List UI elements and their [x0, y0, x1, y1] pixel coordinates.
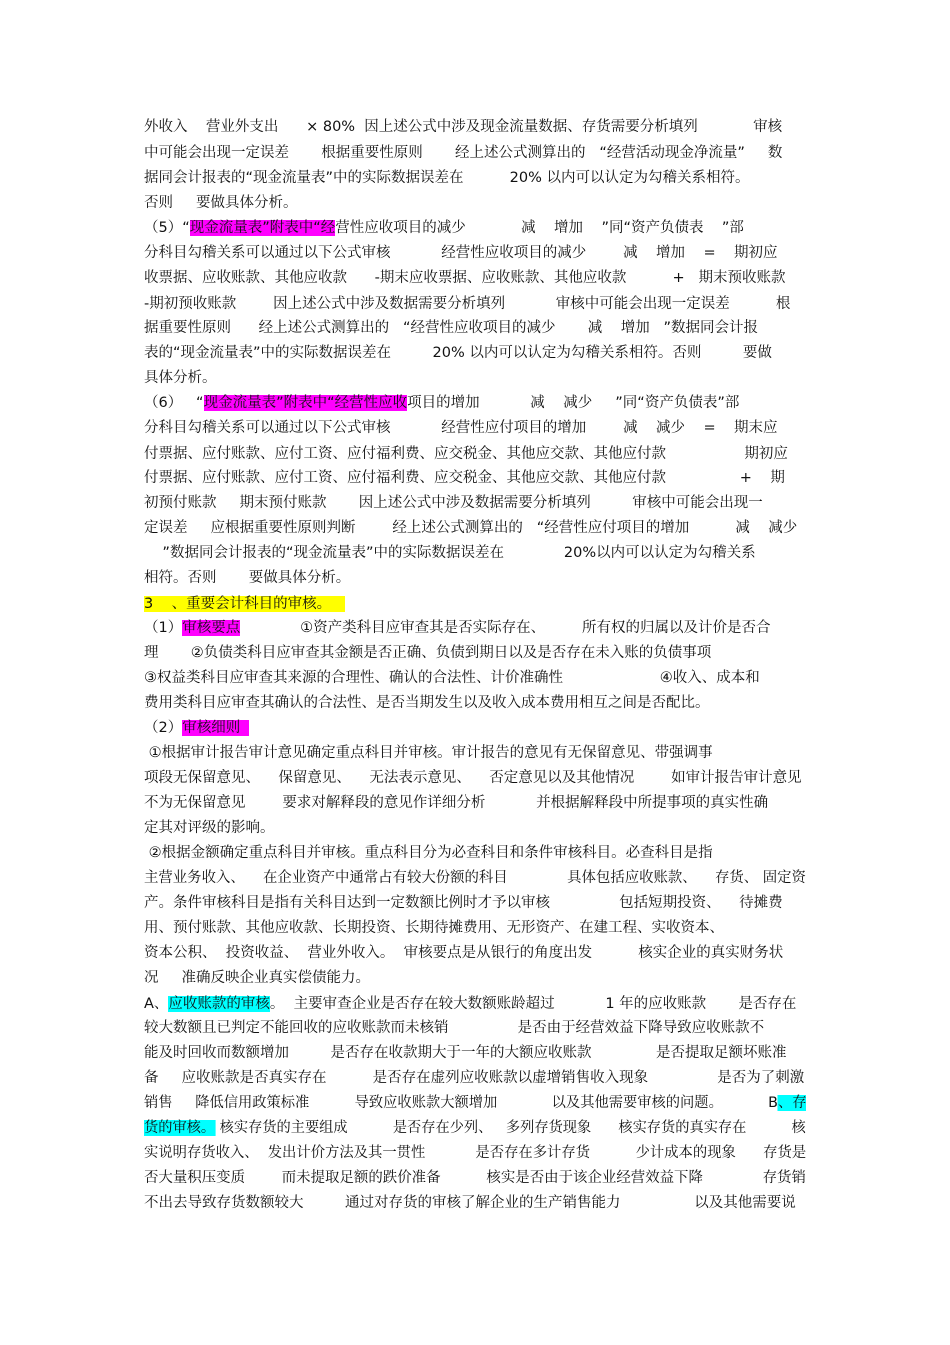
- text-line: [144, 518, 797, 538]
- text-segment: （1）: [144, 620, 183, 636]
- text-line: [144, 393, 739, 413]
- text-line: [144, 1143, 806, 1163]
- text-segment: ③权益类科目应审查其来源的合理性、确认的合法性、计价准确性 ④收入、成本和: [144, 670, 760, 686]
- text-segment: 分科目勾稽关系可以通过以下公式审核 经营性应付项目的增加 减 减少 = 期末应: [144, 420, 778, 436]
- text-segment: ②根据金额确定重点科目并审核。重点科目分为必查科目和条件审核科目。必查科目是指: [144, 845, 713, 861]
- text-segment: 否则 要做具体分析。: [144, 195, 298, 211]
- text-segment: 营性应收项目的减少 减 增加 ”同“资产负债表 ”部: [335, 220, 744, 236]
- text-segment: ”数据同会计报表的“现金流量表”中的实际数据误差在 20%以内可以认定为勾稽关系: [144, 545, 756, 561]
- text-segment: 外收入 营业外支出 × 80% 因上述公式中涉及现金流量数据、存货需要分析填列 审核: [144, 119, 783, 135]
- text-segment: 备 应收账款是否真实存在 是否存在虚列应收账款以虚增销售收入现象 是否为了刺激: [144, 1070, 805, 1086]
- text-line: [144, 218, 744, 238]
- highlighted-text: 3 、重要会计科目的审核。: [144, 596, 345, 612]
- text-segment: 表的“现金流量表”中的实际数据误差在 20% 以内可以认定为勾稽关系相符。否则 要做: [144, 345, 772, 361]
- text-line: [144, 1193, 796, 1213]
- text-segment: 否大量积压变质 而未提取足额的跌价准备 核实是否由于该企业经营效益下降 存货销: [144, 1170, 806, 1186]
- text-segment: 付票据、应付账款、应付工资、应付福利费、应交税金、其他应交款、其他应付款 期初应: [144, 446, 788, 462]
- highlighted-text: 审核细则: [182, 720, 250, 736]
- highlighted-text: 现金流量表”附表中“经营性应收: [203, 395, 408, 411]
- text-segment: 分科目勾稽关系可以通过以下公式审核 经营性应收项目的减少 减 增加 = 期初应: [144, 245, 778, 261]
- text-segment: （5）“: [144, 220, 190, 236]
- text-segment: 项段无保留意见、 保留意见、 无法表示意见、 否定意见以及其他情况 如审计报告审计意见: [144, 770, 802, 786]
- text-segment: 资本公积、 投资收益、 营业外收入。 审核要点是从银行的角度出发 核实企业的真实财务状: [144, 945, 784, 961]
- text-line: [144, 768, 802, 788]
- text-segment: （2）: [144, 720, 183, 736]
- text-segment: 用、预付账款、其他应收款、长期投资、长期待摊费用、无形资产、在建工程、实收资本、: [144, 920, 724, 936]
- highlighted-text: 货的审核。: [144, 1120, 216, 1136]
- text-segment: （6） “: [144, 395, 204, 411]
- text-segment: 产。条件审核科目是指有关科目达到一定数额比例时才予以审核 包括短期投资、 待摊费: [144, 895, 783, 911]
- text-line: [144, 893, 783, 913]
- text-segment: 收票据、应收账款、其他应收款 -期末应收票据、应收账款、其他应收款 + 期末预收账款: [144, 270, 786, 286]
- text-line: [144, 994, 796, 1014]
- text-line: [144, 693, 710, 713]
- text-line: [144, 568, 350, 588]
- text-segment: 费用类科目应审查其确认的合法性、是否当期发生以及收入成本费用相互之间是否配比。: [144, 695, 710, 711]
- text-line: [144, 368, 217, 388]
- text-line: [144, 1043, 787, 1063]
- text-line: [144, 1118, 806, 1138]
- text-segment: 付票据、应付账款、应付工资、应付福利费、应交税金、其他应交款、其他应付款 + 期: [144, 470, 785, 486]
- text-line: [144, 418, 778, 438]
- text-line: [144, 818, 275, 838]
- text-line: [144, 1168, 806, 1188]
- text-segment: 中可能会出现一定误差 根据重要性原则 经上述公式测算出的 “经营活动现金净流量” 数: [144, 145, 783, 161]
- text-line: [144, 943, 783, 963]
- text-line: [144, 618, 771, 638]
- text-line: [144, 1068, 804, 1088]
- highlighted-text: 现金流量表”附表中“经: [189, 220, 336, 236]
- text-segment: 不出去导致存货数额较大 通过对存货的审核了解企业的生产销售能力 以及其他需要说: [144, 1195, 796, 1211]
- text-line: [144, 444, 788, 464]
- text-segment: 据重要性原则 经上述公式测算出的 “经营性应收项目的减少 减 增加 ”数据同会计报: [144, 320, 759, 336]
- highlighted-text: 审核要点: [182, 620, 241, 636]
- text-segment: -期初预收账款 因上述公式中涉及数据需要分析填列 审核中可能会出现一定误差 根: [144, 296, 791, 312]
- text-line: [144, 793, 768, 813]
- text-segment: 销售 降低信用政策标准 导致应收账款大额增加 以及其他需要审核的问题。 B: [144, 1095, 778, 1111]
- text-line: [144, 294, 790, 314]
- text-line: [144, 743, 713, 763]
- highlighted-text: 、存: [777, 1095, 807, 1111]
- text-segment: A、: [144, 996, 169, 1012]
- text-segment: 定误差 应根据重要性原则判断 经上述公式测算出的 “经营性应付项目的增加 减 减少: [144, 520, 798, 536]
- highlighted-text: 应收账款的审核: [168, 996, 270, 1012]
- text-line: [144, 493, 763, 513]
- text-line: [144, 117, 782, 137]
- text-segment: 具体分析。: [144, 370, 217, 386]
- text-line: [144, 268, 785, 288]
- text-line: [144, 594, 345, 614]
- text-segment: 况 准确反映企业真实偿债能力。: [144, 970, 371, 986]
- text-line: [144, 543, 756, 563]
- text-segment: 较大数额且已判定不能回收的应收账款而未核销 是否由于经营效益下降导致应收账款不: [144, 1020, 765, 1036]
- text-segment: 。 主要审查企业是否存在较大数额账龄超过 1 年的应收账款 是否存在: [269, 996, 797, 1012]
- text-line: [144, 243, 778, 263]
- text-segment: 核实存货的主要组成 是否存在少列、 多列存货现象 核实存货的真实存在 核: [215, 1120, 806, 1136]
- text-line: [144, 668, 760, 688]
- text-line: [144, 643, 711, 663]
- text-line: [144, 343, 772, 363]
- text-line: [144, 918, 724, 938]
- text-segment: 据同会计报表的“现金流量表”中的实际数据误差在 20% 以内可以认定为勾稽关系相符。: [144, 170, 750, 186]
- text-segment: 能及时回收而数额增加 是否存在收款期大于一年的大额应收账款 是否提取足额坏账准: [144, 1045, 787, 1061]
- text-segment: 项目的增加 减 减少 ”同“资产负债表”部: [407, 395, 740, 411]
- text-line: [144, 168, 749, 188]
- text-line: [144, 468, 785, 488]
- text-segment: 初预付账款 期末预付账款 因上述公式中涉及数据需要分析填列 审核中可能会出现一: [144, 495, 763, 511]
- text-segment: 理 ②负债类科目应审查其金额是否正确、负债到期日以及是否存在未入账的负债事项: [144, 645, 712, 661]
- text-line: [144, 143, 782, 163]
- text-line: [144, 318, 758, 338]
- text-line: [144, 1018, 764, 1038]
- text-line: [144, 718, 249, 738]
- text-line: [144, 193, 298, 213]
- text-segment: 实说明存货收入、 发出计价方法及其一贯性 是否存在多计存货 少计成本的现象 存货是: [144, 1145, 807, 1161]
- text-segment: 相符。否则 要做具体分析。: [144, 570, 351, 586]
- text-segment: ①根据审计报告审计意见确定重点科目并审核。审计报告的意见有无保留意见、带强调事: [144, 745, 713, 761]
- text-line: [144, 868, 806, 888]
- text-line: [144, 968, 370, 988]
- text-segment: 主营业务收入、 在企业资产中通常占有较大份额的科目 具体包括应收账款、 存货、 固定资: [144, 870, 806, 886]
- text-line: [144, 1093, 806, 1113]
- text-segment: 定其对评级的影响。: [144, 820, 275, 836]
- text-line: [144, 843, 713, 863]
- text-segment: ①资产类科目应审查其是否实际存在、 所有权的归属以及计价是否合: [240, 620, 771, 636]
- text-segment: 不为无保留意见 要求对解释段的意见作详细分析 并根据解释段中所提事项的真实性确: [144, 795, 769, 811]
